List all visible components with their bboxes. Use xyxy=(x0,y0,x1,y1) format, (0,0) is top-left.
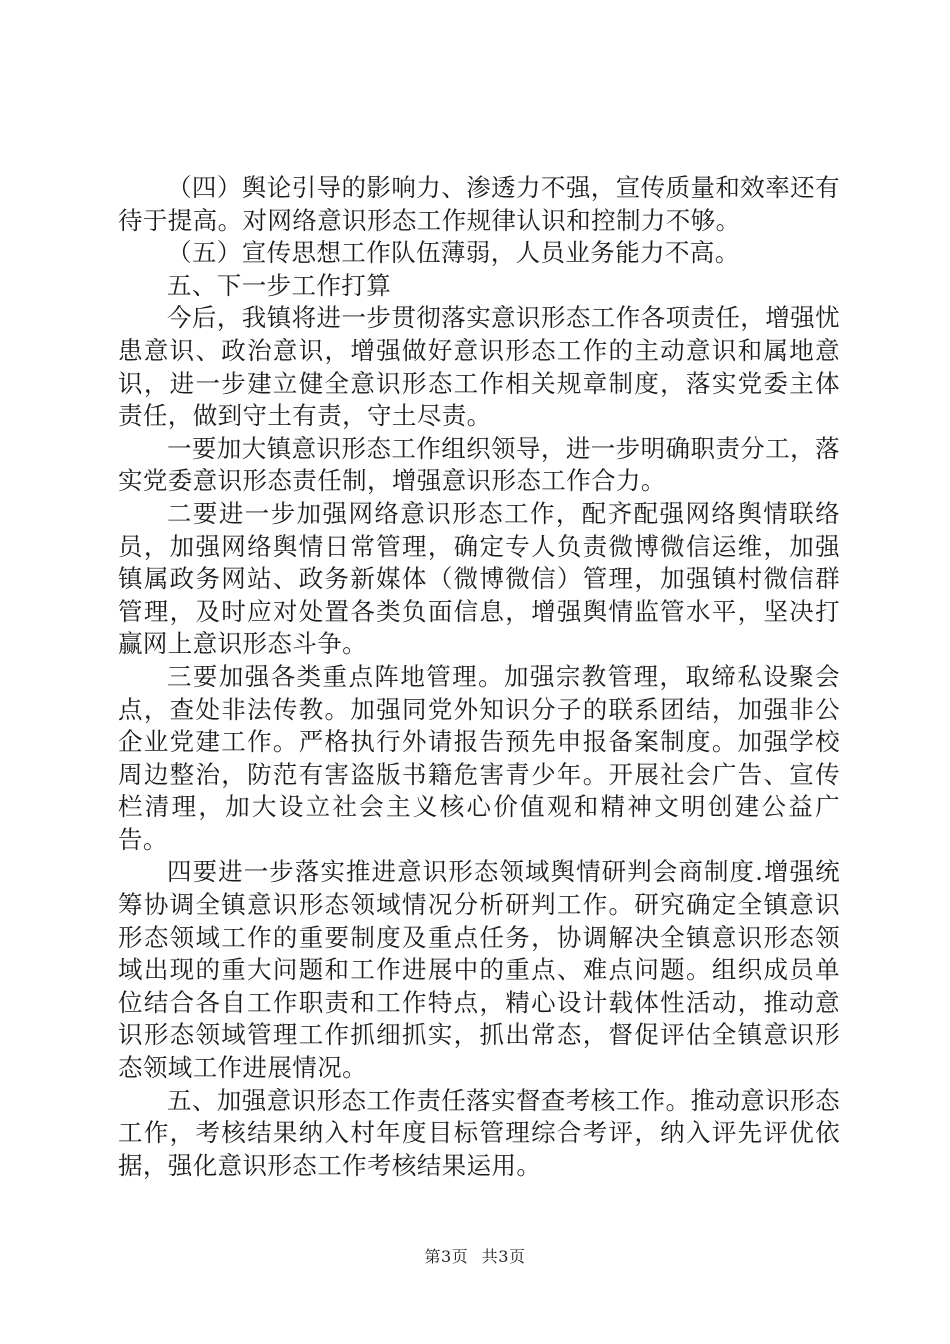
paragraph-point-five: 五、加强意识形态工作责任落实督查考核工作。推动意识形态工作，考核结果纳入村年度目标管理综合考评，纳入评先评优依据，强化意识形态工作考核结果运用。 xyxy=(118,1085,840,1180)
paragraph-4-public-opinion: （四）舆论引导的影响力、渗透力不强，宣传质量和效率还有待于提高。对网络意识形态工作规律认识和控制力不够。 xyxy=(118,173,840,235)
document-body xyxy=(118,172,840,1182)
page-footer xyxy=(0,1244,950,1267)
page-number: 第3页 xyxy=(424,1247,469,1266)
paragraph-5-team-weakness: （五）宣传思想工作队伍薄弱，人员业务能力不高。 xyxy=(167,238,740,268)
paragraph-point-three: 三要加强各类重点阵地管理。加强宗教管理，取缔私设聚会点，查处非法传教。加强同党外知识分子的联系团结，加强非公企业党建工作。严格执行外请报告预先申报备案制度。加强学校周边整治，防范有害盗版书籍危害青少年。开展社会广告、宣传栏清理，加大设立社会主义核心价值观和精神文明创建公益广告。 xyxy=(118,661,840,854)
paragraph-point-one: 一要加大镇意识形态工作组织领导，进一步明确职责分工，落实党委意识形态责任制，增强意识形态工作合力。 xyxy=(118,433,840,496)
page-total: 共3页 xyxy=(481,1247,526,1266)
section-heading-next-steps: 五、下一步工作打算 xyxy=(167,270,392,300)
paragraph-point-two: 二要进一步加强网络意识形态工作，配齐配强网络舆情联络员，加强网络舆情日常管理，确定专人负责微博微信运维，加强镇属政务网站、政务新媒体（微博微信）管理，加强镇村微信群管理，及时应对处置各类负面信息，增强舆情监管水平，坚决打赢网上意识形态斗争。 xyxy=(118,498,840,659)
paragraph-point-four: 四要进一步落实推进意识形态领域舆情研判会商制度.增强统筹协调全镇意识形态领域情况分析研判工作。研究确定全镇意识形态领域工作的重要制度及重点任务，协调解决全镇意识形态领域出现的重大问题和工作进展中的重点、难点问题。组织成员单位结合各自工作职责和工作特点，精心设计载体性活动，推动意识形态领域管理工作抓细抓实，抓出常态，督促评估全镇意识形态领域工作进展情况。 xyxy=(118,857,840,1083)
paragraph-future-plan: 今后，我镇将进一步贯彻落实意识形态工作各项责任，增强忧患意识、政治意识，增强做好意识形态工作的主动意识和属地意识，进一步建立健全意识形态工作相关规章制度，落实党委主体责任，做到守土有责，守土尽责。 xyxy=(118,303,840,431)
